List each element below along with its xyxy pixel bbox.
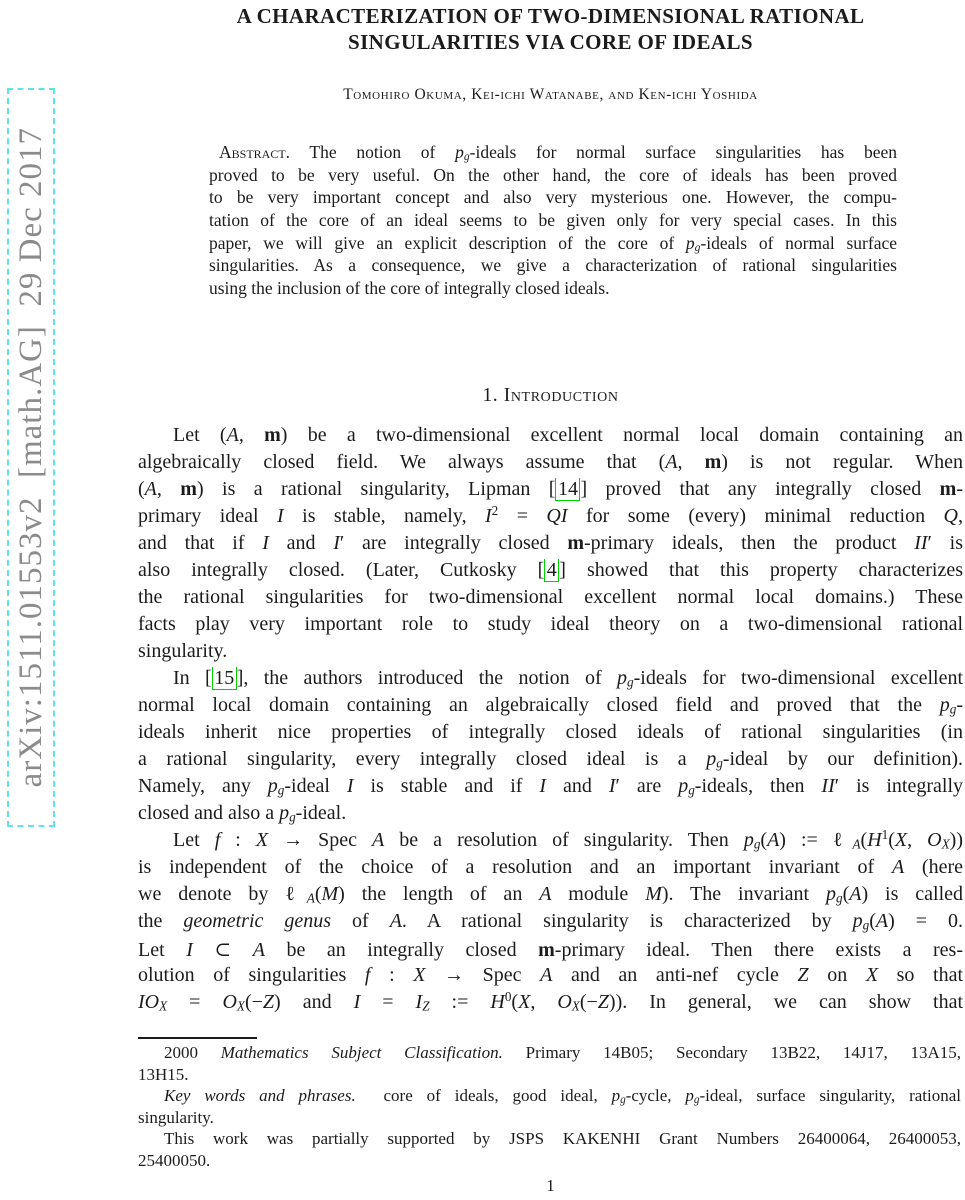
- abstract: [209, 142, 897, 301]
- paper-title: [138, 3, 963, 55]
- text-line: algebraically closed field. We always assume that (A, m) is not regular. When: [138, 451, 963, 473]
- text-line: normal local domain containing an algebraically closed field and proved that the $p_g-$: [138, 694, 963, 717]
- paragraph-2: [138, 667, 963, 829]
- text-line: Let I ⊂ A be an integrally closed m-primary ideal. Then there exists a res-: [138, 939, 963, 961]
- text-line: facts play very important role to study ideal theory on a two-dimensional rational: [138, 613, 963, 635]
- paper-authors: Tomohiro Okuma, Kei-ichi Watanabe, and Ken-ichi Yoshida: [343, 86, 758, 103]
- citation-link-4[interactable]: 4: [544, 559, 559, 582]
- abstract-line: paper, we will give an explicit description of the core of $p_g$-ideals of normal surface: [209, 232, 897, 254]
- text-line: In [ 15 ], the authors introduced the notion of $p_g$-ideals for two-dimensional excellent: [173, 667, 963, 690]
- text-line: Let f : X → Spec A be a resolution of singularity. Then $p_g(A)$ := $\ell_A(H^1(X$, $O_X$)): [173, 829, 963, 852]
- text-line: the rational singularities for two-dimensional excellent normal local domains.) These: [138, 586, 963, 608]
- abstract-line: singularities. As a consequence, we give a characterization of rational singularities: [209, 255, 897, 276]
- footnote-line: 25400050.: [138, 1150, 211, 1170]
- arxiv-watermark[interactable]: [7, 88, 55, 827]
- text-line: and that if I and I′ are integrally closed m-primary ideals, then the product II′ is: [138, 532, 963, 554]
- citation-link-15[interactable]: 15: [212, 667, 237, 690]
- text-line: also integrally closed. (Later, Cutkosky [ 4 ] showed that this property characterizes: [138, 559, 963, 581]
- footnote: [138, 1043, 961, 1173]
- section-heading-introduction: 1. Introduction: [482, 385, 619, 406]
- text-line: a rational singularity, every integrally closed ideal is a $p_g$-ideal by our definition).: [138, 748, 963, 771]
- abstract-line: tation of the core of an ideal seems to be given only for very special cases. In this: [209, 210, 897, 231]
- abstract-line: to be very important concept and also very mysterious one. However, the compu-: [209, 187, 897, 208]
- citation-link-14[interactable]: 14: [555, 478, 580, 501]
- text-line: primary ideal I is stable, namely, $I^2$ = QI for some (every) minimal reduction Q,: [138, 505, 963, 527]
- text-line: closed and also a $p_g$-ideal.: [138, 802, 347, 825]
- abstract-line: Abstract. The notion of $p_g$-ideals for normal surface singularities has been: [219, 142, 897, 164]
- text-line: olution of singularities f : X → Spec A and an anti-nef cycle Z on X so that: [138, 964, 963, 986]
- body-text: [138, 424, 963, 1018]
- paragraph-3: [138, 829, 963, 1018]
- paper-title-line1: A CHARACTERIZATION OF TWO-DIMENSIONAL RATIONAL: [236, 4, 865, 28]
- text-line: ideals inherit nice properties of integrally closed ideals of rational singularities (in: [138, 721, 963, 743]
- footnote-line: Key words and phrases. core of ideals, good ideal, $p_g$-cycle, $p_g$-ideal, surface singularity, rational: [164, 1086, 961, 1107]
- paper-title-line2: SINGULARITIES VIA CORE OF IDEALS: [348, 30, 753, 54]
- abstract-line: using the inclusion of the core of integrally closed ideals.: [209, 278, 610, 299]
- text-line: Namely, any $p_g$-ideal I is stable and if I and I′ are $p_g$-ideals, then II′ is integrally: [138, 775, 963, 798]
- paragraph-1: [138, 424, 963, 667]
- text-line: Let (A, m) be a two-dimensional excellent normal local domain containing an: [173, 424, 963, 446]
- arxiv-watermark-text[interactable]: arXiv:1511.01553v2 [math.AG] 29 Dec 2017: [12, 127, 49, 788]
- text-line: (A, m) is a rational singularity, Lipman [ 14 ] proved that any integrally closed m-: [138, 478, 963, 500]
- abstract-line: proved to be very useful. On the other hand, the core of ideals has been proved: [209, 164, 897, 185]
- text-line: singularity.: [138, 640, 228, 662]
- footnote-line: 2000 Mathematics Subject Classification. Primary 14B05; Secondary 13B22, 14J17, 13A15,: [164, 1043, 961, 1062]
- text-line: the geometric genus of A. A rational singularity is characterized by $p_g(A) = 0$.: [138, 910, 963, 933]
- footnote-line: 13H15.: [138, 1064, 189, 1084]
- footnote-line: singularity.: [138, 1107, 214, 1127]
- footnote-rule: [138, 1037, 257, 1039]
- text-line: we denote by ℓ$_A$(M) the length of an A module M). The invariant $p_g(A)$ is called: [138, 883, 963, 906]
- footnote-line: This work was partially supported by JSPS KAKENHI Grant Numbers 26400064, 26400053,: [164, 1129, 961, 1149]
- text-line: $IO_X = O_X(-Z)$ and $I = I_Z$ := $H^0(X$, $O_X(-Z)$). In general, we can show that: [138, 991, 963, 1014]
- page-number: 1: [546, 1176, 555, 1195]
- text-line: is independent of the choice of a resolution and an important invariant of A (here: [138, 856, 963, 878]
